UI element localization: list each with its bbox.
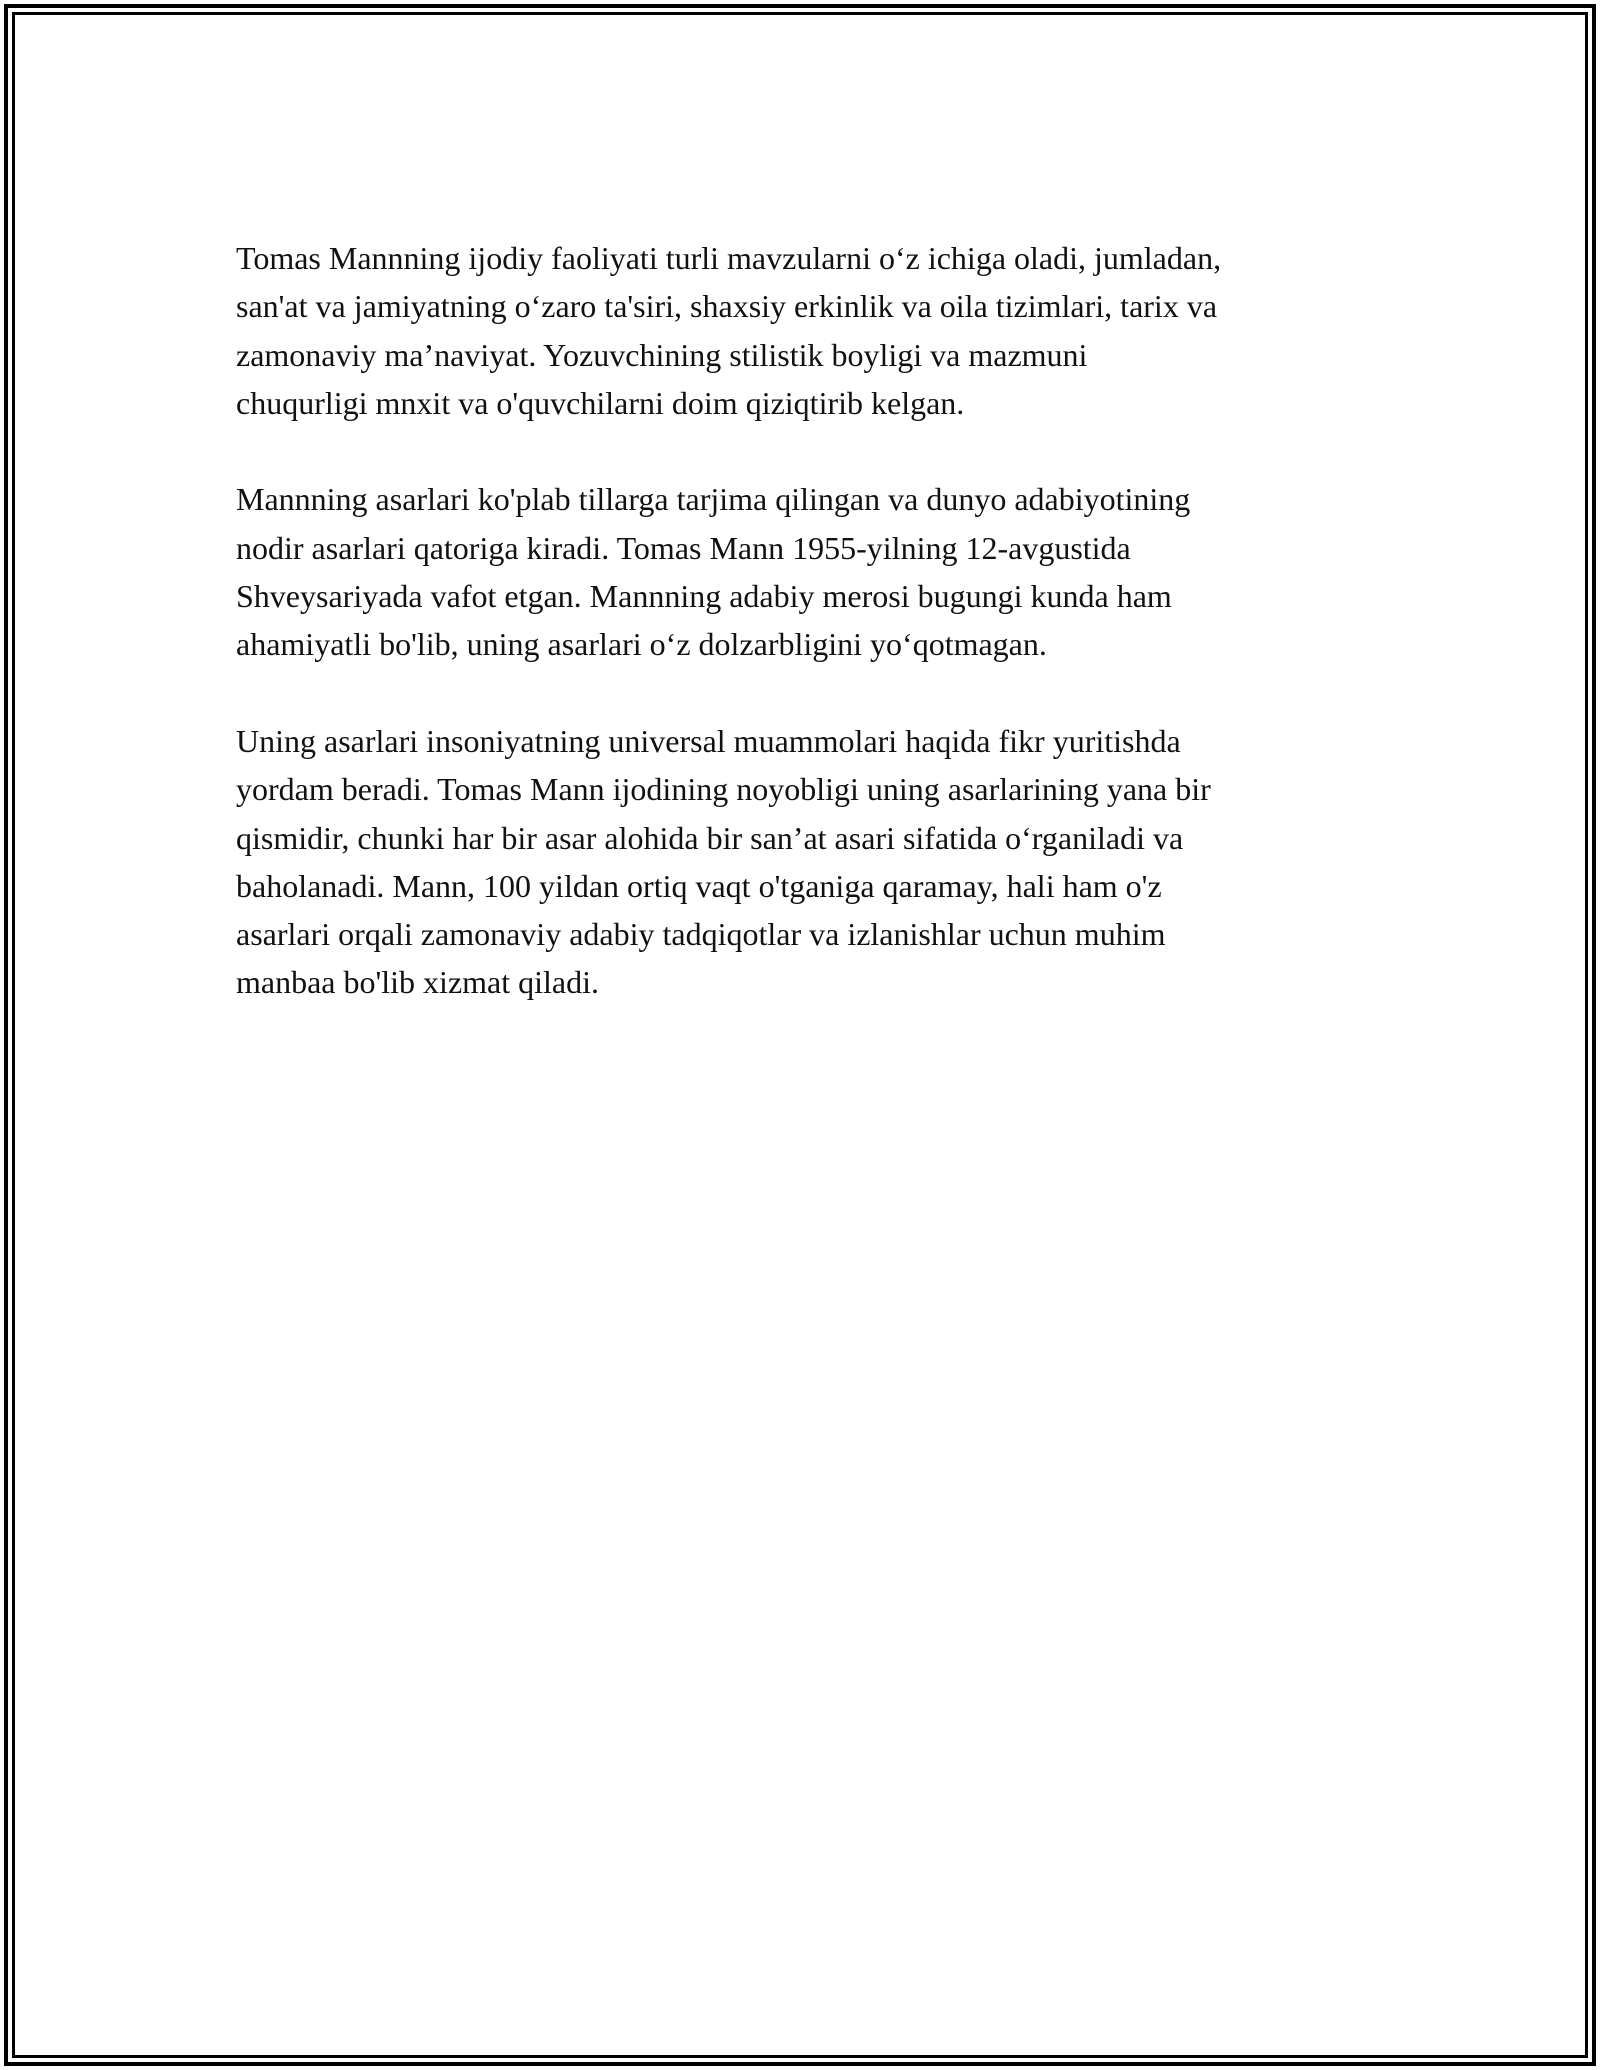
document-body xyxy=(236,234,1376,1055)
paragraph-2: Mannning asarlari ko'plab tillarga tarjima qilingan va dunyo adabiyotining nodir asarlari qatoriga kiradi. Tomas Mann 1955-yilning 12-avgustida Shveysariyada vafot etgan. Mannning adabiy merosi bugungi kunda ham ahamiyatli bo'lib, uning asarlari o‘z dolzarbligini yo‘qotmagan. xyxy=(236,481,1191,663)
paragraph-1: Tomas Mannning ijodiy faoliyati turli mavzularni o‘z ichiga oladi, jumladan, san'at va jamiyatning o‘zaro ta'siri, shaxsiy erkinlik va oila tizimlari, tarix va zamonaviy ma’naviyat. Yozuvchining stilistik boyligi va mazmuni chuqurligi mnxit va o'quvchilarni doim qiziqtirib kelgan. xyxy=(236,240,1222,421)
paragraph-3: Uning asarlari insoniyatning universal muammolari haqida fikr yuritishda yordam beradi. Tomas Mann ijodining noyobligi uning asarlarining yana bir qismidir, chunki har bir asar alohida bir san’at asari sifatida o‘rganiladi va baholanadi. Mann, 100 yildan ortiq vaqt o'tganiga qaramay, hali ham o'z asarlari orqali zamonaviy adabiy tadqiqotlar va izlanishlar uchun muhim manbaa bo'lib xizmat qiladi. xyxy=(236,722,1211,1001)
